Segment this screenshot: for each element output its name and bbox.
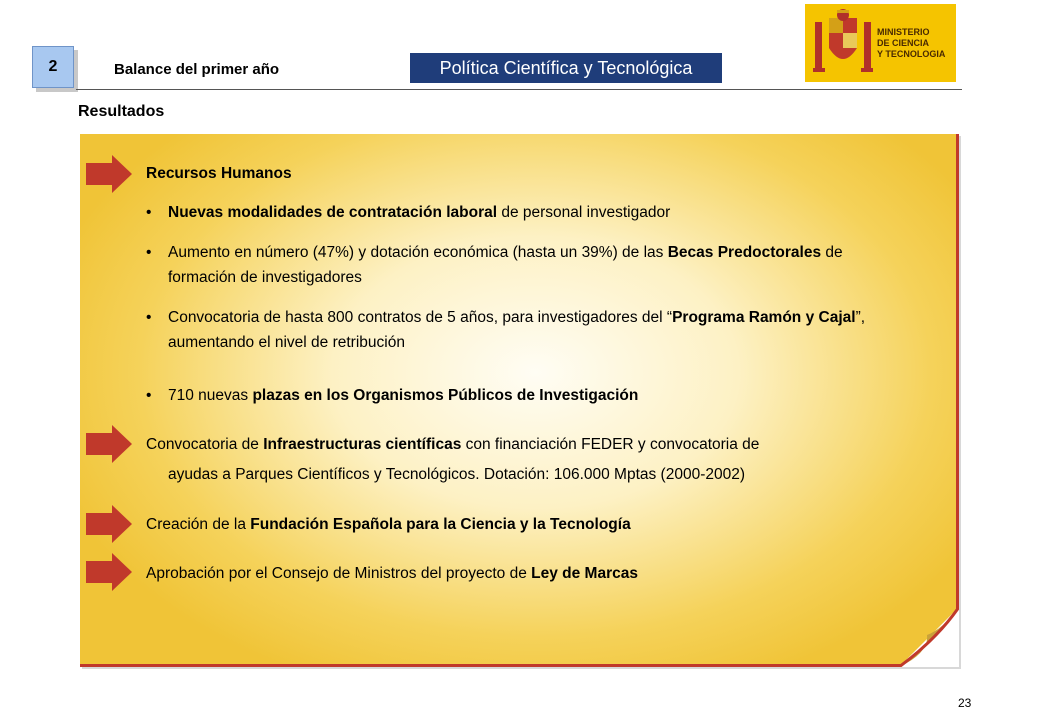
coat-of-arms-icon	[813, 8, 873, 78]
ley-pre: Aprobación por el Consejo de Ministros del proyecto de	[146, 565, 532, 582]
infra-line1-post: con financiación FEDER y convocatoria de	[461, 436, 760, 453]
rrhh-heading	[146, 161, 946, 186]
infraestructuras-item	[146, 432, 946, 457]
arrow-icon	[86, 155, 132, 193]
arrow-icon	[86, 505, 132, 543]
topic-banner: Política Científica y Tecnológica	[410, 53, 722, 83]
logo-line-3: Y TECNOLOGIA	[877, 48, 946, 59]
bullet-plazas	[168, 383, 943, 408]
bullet-marker: •	[146, 309, 152, 326]
bullet-contratacion-rest: de personal investigador	[497, 204, 671, 221]
arrow-icon	[86, 553, 132, 591]
section-number-badge	[32, 46, 74, 88]
ministry-logo	[805, 4, 956, 82]
ley-bold: Ley de Marcas	[531, 565, 638, 582]
logo-line-1: MINISTERIO	[877, 26, 930, 37]
fund-pre: Creación de la	[146, 516, 251, 533]
bullet-marker: •	[146, 387, 152, 404]
bullet-becas	[168, 240, 848, 290]
bullet-contratacion-bold: Nuevas modalidades de contratación laboral	[168, 204, 498, 221]
fundacion-item	[146, 512, 946, 537]
bullet-becas-bold: Becas Predoctorales	[667, 244, 822, 261]
logo-text	[877, 27, 945, 60]
infra-bold: Infraestructuras científicas	[263, 436, 462, 453]
bullet-plazas-pre: 710 nuevas	[168, 387, 253, 404]
page-subtitle: Resultados	[78, 103, 165, 120]
bullet-ramon-cajal-post: ”, aumentando el nivel de retribución	[168, 309, 866, 351]
bullet-marker: •	[146, 204, 152, 221]
header-divider	[76, 89, 962, 90]
bullet-ramon-cajal-pre: Convocatoria de hasta 800 contratos de 5 años, para investigadores del “	[168, 309, 673, 326]
infra-pre: Convocatoria de	[146, 436, 264, 453]
bullet-becas-post: de formación de investigadores	[168, 244, 843, 286]
bullet-ramon-cajal	[168, 305, 943, 355]
bullet-contratacion	[168, 200, 943, 225]
bullet-marker: •	[146, 244, 152, 261]
fund-bold: Fundación Española para la Ciencia y la Tecnología	[250, 516, 631, 533]
page-number: 23	[958, 696, 972, 710]
section-number: 2	[48, 58, 58, 75]
rrhh-heading-text: Recursos Humanos	[146, 165, 292, 182]
bullet-plazas-bold: plazas en los Organismos Públicos de Investigación	[252, 387, 639, 404]
bullet-ramon-cajal-bold: Programa Ramón y Cajal	[672, 309, 856, 326]
bullet-becas-pre: Aumento en número (47%) y dotación económica (hasta un 39%) de las	[168, 244, 668, 261]
infra-line2: ayudas a Parques Científicos y Tecnológicos. Dotación: 106.000 Mptas (2000-2002)	[168, 466, 746, 483]
ley-marcas-item	[146, 561, 946, 586]
page-curl-icon	[899, 607, 959, 667]
logo-line-2: DE CIENCIA	[877, 37, 930, 48]
section-title: Balance del primer año	[114, 61, 280, 78]
arrow-icon	[86, 425, 132, 463]
